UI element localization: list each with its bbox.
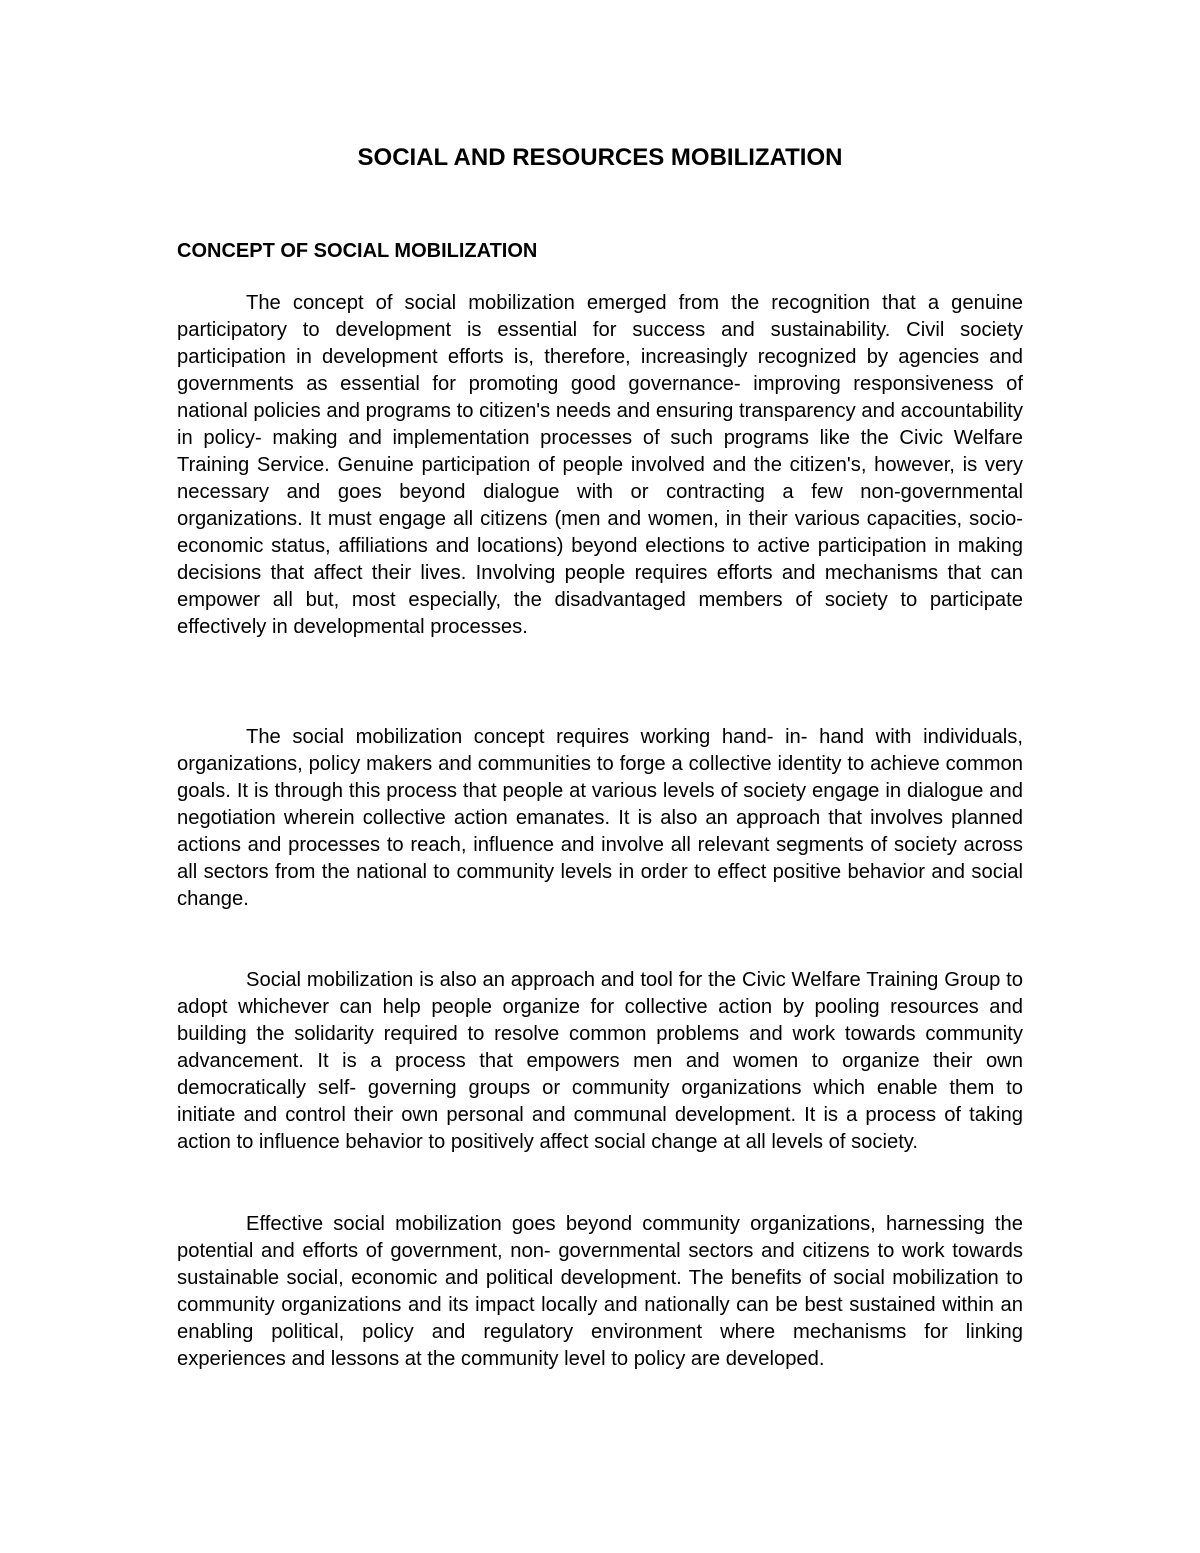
paragraph-4: Effective social mobilization goes beyond community organizations, harnessing the potential and efforts of government, non- governmental sectors and citizens to work towards sustainable social, economic and political development. The benefits of social mobilization to community organizations and its impact locally and nationally can be best sustained within an enabling political, policy and regulatory environment where mechanisms for linking experiences and lessons at the community level to policy are developed.: [177, 1213, 1023, 1370]
section-heading: CONCEPT OF SOCIAL MOBILIZATION: [177, 240, 538, 262]
document-title: SOCIAL AND RESOURCES MOBILIZATION: [357, 144, 843, 171]
paragraph-3: Social mobilization is also an approach and tool for the Civic Welfare Training Group to adopt whichever can help people organize for collective action by pooling resources and building the solidarity required to resolve common problems and work towards community advancement. It is a process that empowers men and women to organize their own democratically self- governing groups or community organizations which enable them to initiate and control their own personal and communal development. It is a process of taking action to influence behavior to positively affect social change at all levels of society.: [177, 969, 1023, 1153]
paragraph-1: The concept of social mobilization emerged from the recognition that a genuine participatory to development is essential for success and sustainability. Civil society participation in development efforts is, therefore, increasingly recognized by agencies and governments as essential for promoting good governance- improving responsiveness of national policies and programs to citizen's needs and ensuring transparency and accountability in policy- making and implementation processes of such programs like the Civic Welfare Training Service. Genuine participation of people involved and the citizen's, however, is very necessary and goes beyond dialogue with or contracting a few non-governmental organizations. It must engage all citizens (men and women, in their various capacities, socio- economic status, affiliations and locations) beyond elections to active participation in making decisions that affect their lives. Involving people requires efforts and mechanisms that can empower all but, most especially, the disadvantaged members of society to participate effectively in developmental processes.: [177, 292, 1023, 638]
paragraph-2: The social mobilization concept requires working hand- in- hand with individuals, organizations, policy makers and communities to forge a collective identity to achieve common goals. It is through this process that people at various levels of society engage in dialogue and negotiation wherein collective action emanates. It is also an approach that involves planned actions and processes to reach, influence and involve all relevant segments of society across all sectors from the national to community levels in order to effect positive behavior and social change.: [177, 726, 1023, 910]
